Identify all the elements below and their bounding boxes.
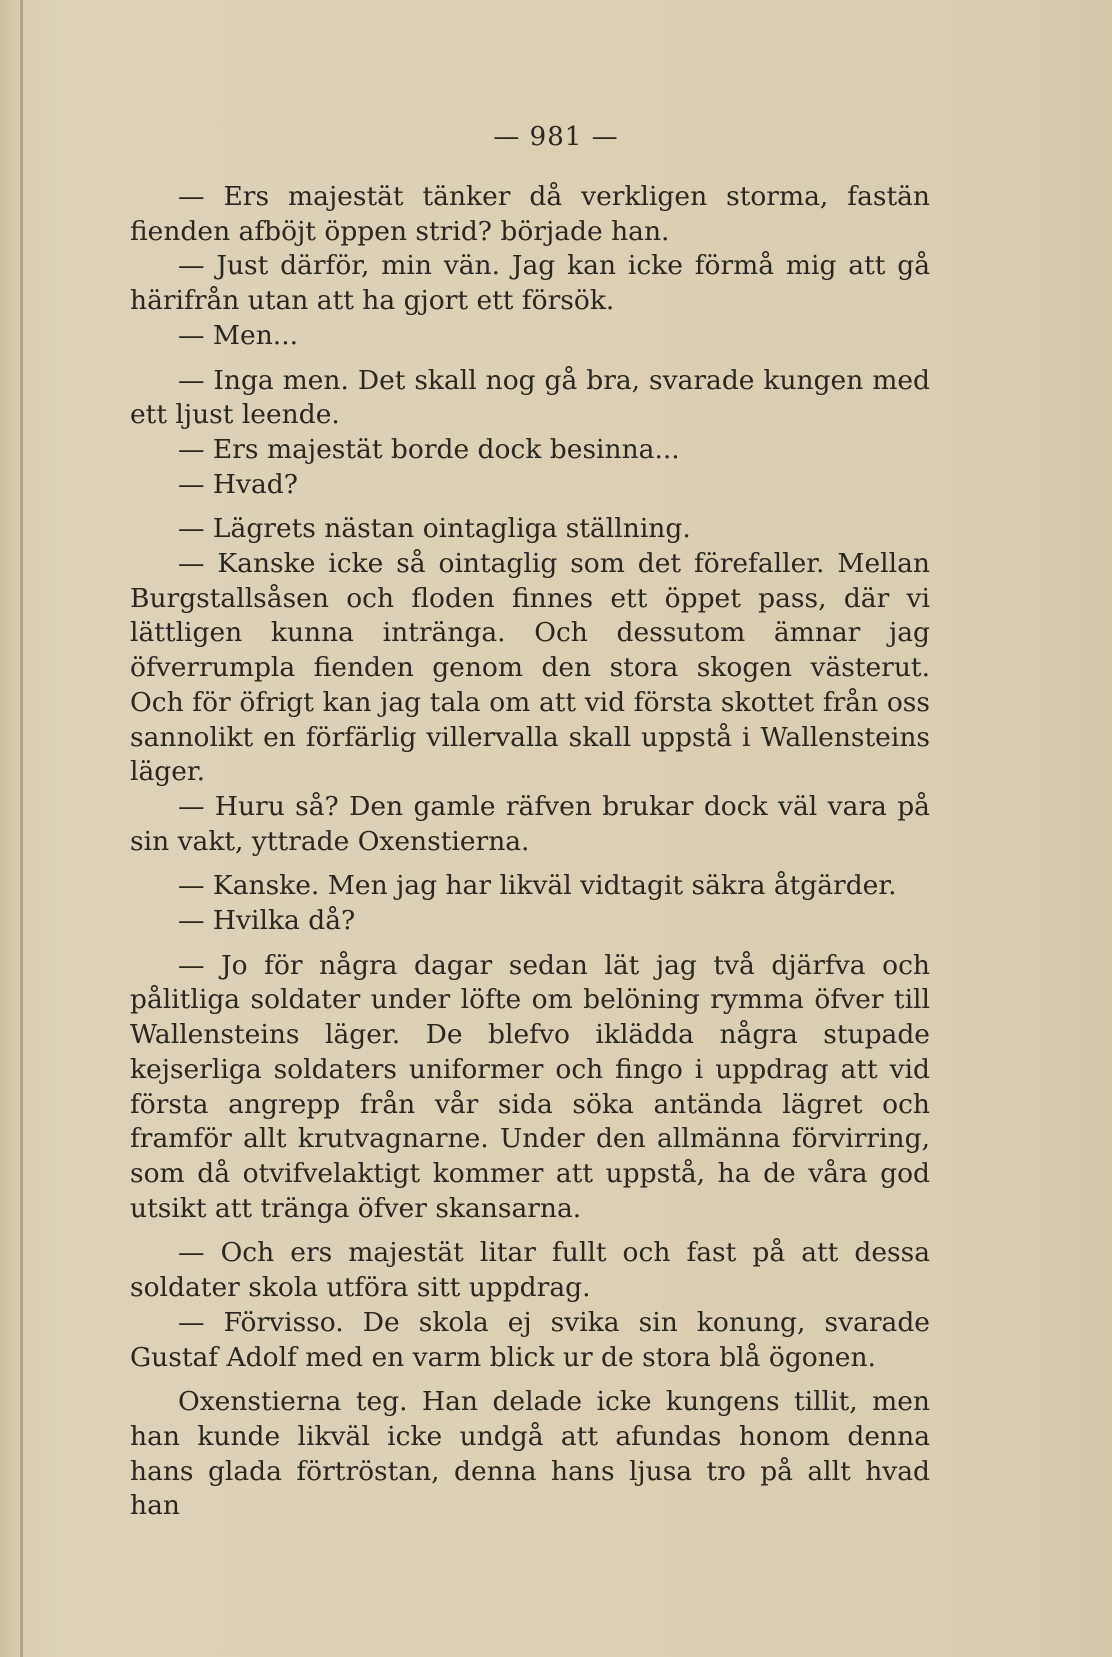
paragraph: — Och ers majestät litar fullt och fast på att dessa soldater skola utföra sitt uppdrag. [130, 1237, 930, 1304]
page-number: — 981 — [493, 122, 619, 152]
paragraph: — Just därför, min vän. Jag kan icke förmå mig att gå härifrån utan att ha gjort ett försök. [130, 250, 930, 317]
page-spine-edge [20, 0, 23, 1657]
paragraph: Oxenstierna teg. Han delade icke kungens tillit, men han kunde likväl icke undgå att afundas honom denna hans glada förtröstan, denna hans ljusa tro på allt hvad han [130, 1386, 930, 1522]
paragraph: — Huru så? Den gamle räfven brukar dock väl vara på sin vakt, yttrade Oxenstierna. [130, 790, 930, 857]
paragraph: — Ers majestät tänker då verkligen storma, fastän fienden afböjt öppen strid? började han. [130, 181, 930, 247]
paragraph: — Förvisso. De skola ej svika sin konung, svarade Gustaf Adolf med en varm blick ur de stora blå ögonen. [130, 1306, 930, 1373]
paragraph: — Inga men. Det skall nog gå bra, svarade kungen med ett ljust leende. [130, 364, 930, 431]
paragraph: — Hvad? [178, 468, 298, 500]
body-text [130, 180, 930, 1524]
paragraph: — Ers majestät borde dock besinna... [178, 433, 680, 465]
paragraph: — Lägrets nästan ointagliga ställning. [178, 513, 691, 545]
paragraph: — Kanske icke så ointaglig som det förefaller. Mellan Burgstallsåsen och floden finnes ett öppet pass, där vi lättligen kunna inträngа. Och dessutom ämnar jag öfverrumpla fienden genom den stora skogen västerut. Och för öfrigt kan jag tala om att vid första skottet från oss sannolikt en förfärlig villervalla skall uppstå i Wallensteins läger. [130, 548, 930, 788]
paragraph: — Men... [178, 319, 299, 351]
paragraph: — Hvilka då? [178, 905, 356, 937]
paragraph: — Jo för några dagar sedan lät jag två djärfva och pålitliga soldater under löfte om belöning rymma öfver till Wallensteins läger. De blefvo iklädda några stupade kejserliga soldaters uniformer och fingo i uppdrag att vid första angrepp från vår sida söka antända lägret och framför allt krutvagnarne. Under den allmänna förvirring, som då otvifvelaktigt kommer att uppstå, ha de våra god utsikt att tränga öfver skansarna. [130, 949, 930, 1224]
paragraph: — Kanske. Men jag har likväl vidtagit säkra åtgärder. [178, 870, 897, 902]
